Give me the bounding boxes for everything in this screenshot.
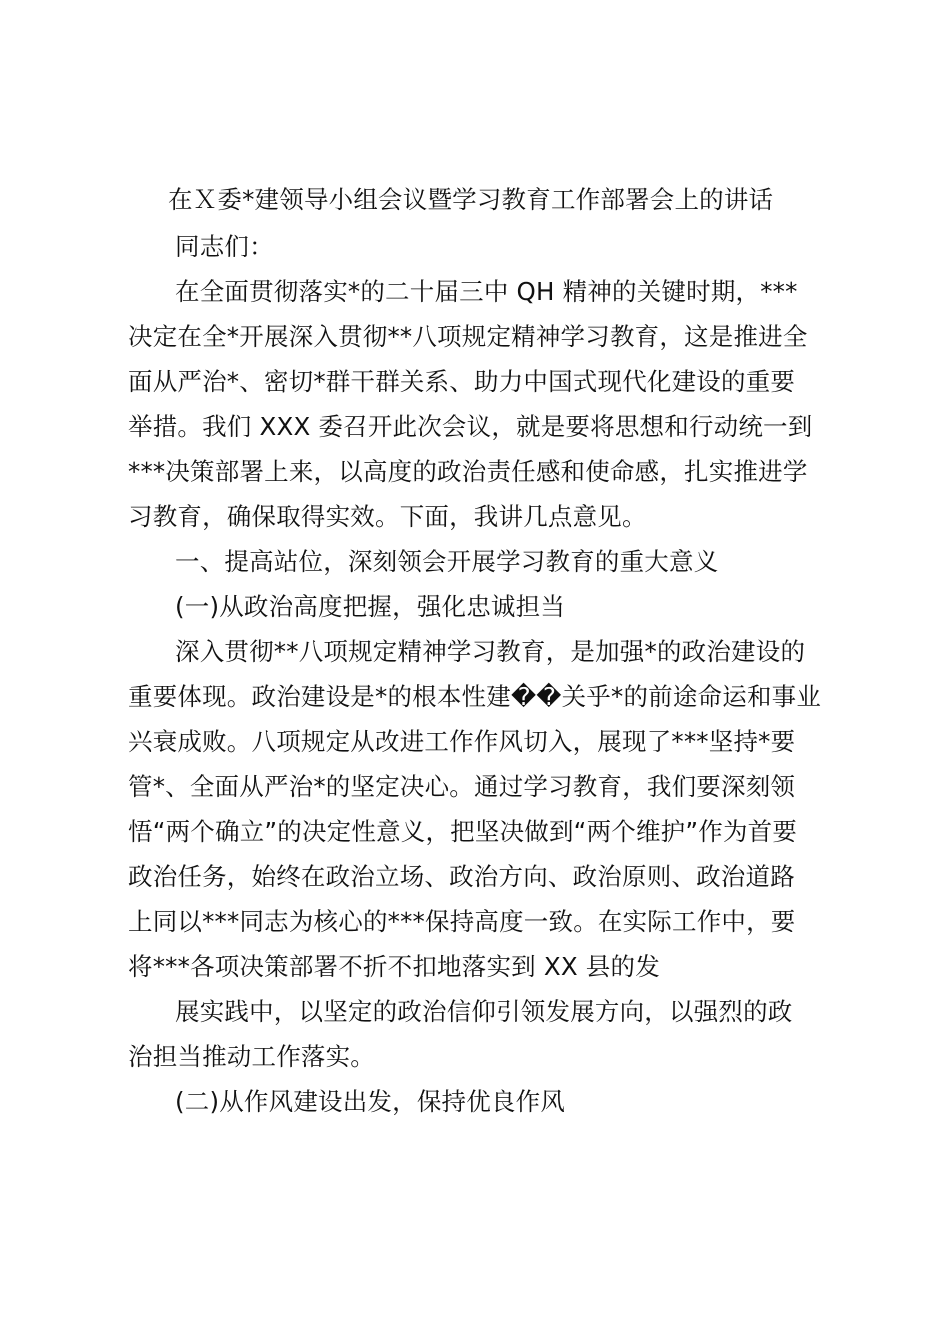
paragraph-line: ***决策部署上来，以高度的政治责任感和使命感，扎实推进学 [128,457,808,486]
paragraph-line: 将***各项决策部署不折不扣地落实到 XX 县的发 [128,952,660,981]
paragraph-line: 在全面贯彻落实*的二十届三中 QH 精神的关键时期，*** [175,277,798,306]
paragraph-line: 兴衰成败。八项规定从改进工作作风切入，展现了***坚持*要 [128,727,796,756]
paragraph-line: 举措。我们 XXX 委召开此次会议，就是要将思想和行动统一到 [128,412,813,441]
paragraph-line: 习教育，确保取得实效。下面，我讲几点意见。 [128,502,647,531]
salutation: 同志们： [175,232,274,261]
paragraph-line: 重要体现。政治建设是*的根本性建��关乎*的前途命运和事业 [128,682,822,711]
paragraph-line: 展实践中，以坚定的政治信仰引领发展方向，以强烈的政 [175,997,793,1026]
paragraph-line: 管*、全面从严治*的坚定决心。通过学习教育，我们要深刻领 [128,772,796,801]
paragraph-line: 治担当推动工作落实。 [128,1042,375,1071]
paragraph-line: 悟“两个确立”的决定性意义，把坚决做到“两个维护”作为首要 [128,817,798,846]
subsection-heading: (一)从政治高度把握，强化忠诚担当 [175,592,566,621]
document-title: 在Ｘ委*建领导小组会议暨学习教育工作部署会上的讲话 [168,185,774,214]
subsection-heading: (二)从作风建设出发，保持优良作风 [175,1087,566,1116]
paragraph-line: 深入贯彻**八项规定精神学习教育，是加强*的政治建设的 [175,637,806,666]
paragraph-line: 政治任务，始终在政治立场、政治方向、政治原则、政治道路 [128,862,795,891]
paragraph-line: 决定在全*开展深入贯彻**八项规定精神学习教育，这是推进全 [128,322,808,351]
section-heading: 一、提高站位，深刻领会开展学习教育的重大意义 [175,547,719,576]
paragraph-line: 面从严治*、密切*群干群关系、助力中国式现代化建设的重要 [128,367,796,396]
paragraph-line: 上同以***同志为核心的***保持高度一致。在实际工作中，要 [128,907,796,936]
